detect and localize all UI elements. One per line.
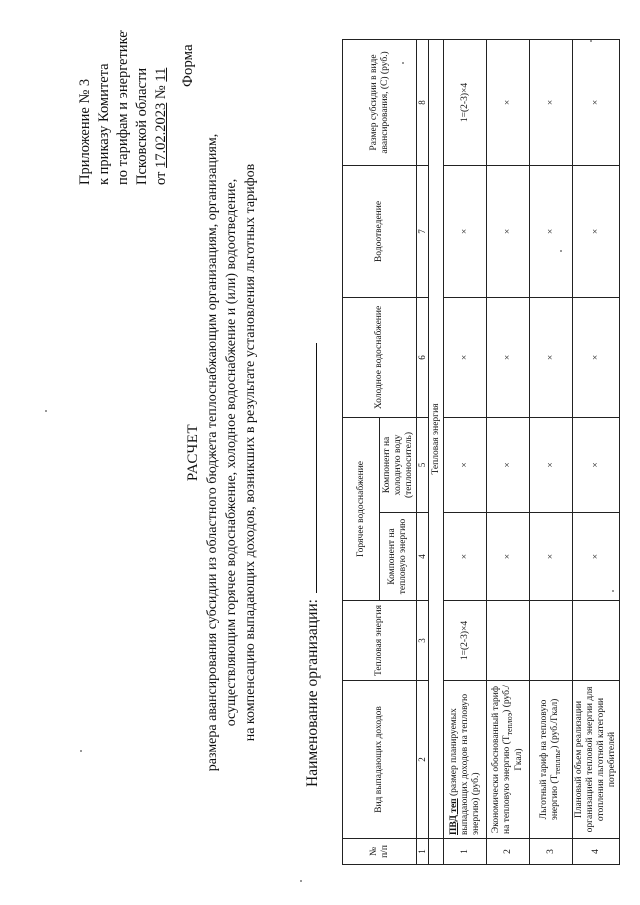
title-line: осуществляющим горячее водоснабжение, холодное водоснабжение и (или) водоотведение, — [224, 178, 239, 727]
header-hot-heat: Компонент на тепловую энергию — [380, 513, 417, 601]
title-line: на компенсацию выпадающих доходов, возникших в результате установления льготных тарифов — [243, 163, 258, 742]
form-label: Форма — [180, 44, 196, 87]
cell-cold-water: × — [573, 297, 620, 417]
table-row — [487, 39, 530, 864]
cell-sewer: × — [444, 165, 487, 297]
order-number: 11 — [153, 67, 169, 82]
row-kind: Льготный тариф на тепловую энергию $(Т_{теплльг})$ (руб./Гкал) — [530, 681, 573, 839]
table-row — [444, 39, 487, 864]
cell-subsidy: × — [573, 39, 620, 165]
column-number: 5 — [417, 417, 429, 512]
cell-heat: 1=(2-3)×4 — [444, 601, 487, 681]
column-number-row — [417, 39, 429, 864]
table-row — [530, 39, 573, 864]
cell-subsidy: × — [487, 39, 530, 165]
cell-sewer: × — [530, 165, 573, 297]
section-spacer — [429, 839, 444, 865]
row-kind: ПВД теп (размер планируемых выпадающих доходов на тепловую энергию) (руб.) — [444, 681, 487, 839]
header-cold-water: Холодное водоснабжение — [343, 297, 417, 417]
column-number: 2 — [417, 681, 429, 839]
column-number: 7 — [417, 165, 429, 297]
order-date: 17.02.2023 — [153, 102, 169, 168]
cell-heat — [530, 601, 573, 681]
organization-blank-line — [302, 343, 317, 593]
column-number: 4 — [417, 513, 429, 601]
organization-name-field — [302, 343, 322, 787]
title-line: размера авансирования субсидии из областного бюджета теплоснабжающим организациям, организациям, — [205, 133, 220, 772]
cell-hot-cold: × — [573, 417, 620, 512]
column-number: 1 — [417, 839, 429, 865]
row-kind: Плановый объем реализации организацией тепловой энергии для отопления льготной категории потребителей — [573, 681, 620, 839]
cell-hot-heat: × — [487, 513, 530, 601]
header-num: № п/п — [343, 839, 417, 865]
cell-heat — [487, 601, 530, 681]
cell-hot-heat: × — [444, 513, 487, 601]
cell-heat — [573, 601, 620, 681]
cell-sewer: × — [487, 165, 530, 297]
appendix-line: к приказу Комитета — [96, 63, 112, 185]
cell-cold-water: × — [530, 297, 573, 417]
cell-subsidy: × — [530, 39, 573, 165]
header-kind: Вид выпадающих доходов — [343, 681, 417, 839]
row-num: 4 — [573, 839, 620, 865]
row-kind-bold: ПВД теп — [448, 798, 459, 835]
table-row — [573, 39, 620, 864]
appendix-line: Псковской области — [134, 67, 150, 185]
cell-cold-water: × — [444, 297, 487, 417]
row-num: 1 — [444, 839, 487, 865]
row-num: 2 — [487, 839, 530, 865]
document-title — [184, 0, 260, 905]
column-number: 6 — [417, 297, 429, 417]
row-kind: Экономически обоснованный тариф на тепловую энергию $(Т_{теплоэ})$ (руб./Гкал) — [487, 681, 530, 839]
section-title: Тепловая энергия — [429, 39, 444, 838]
header-hot-cold: Компонент на холодную воду (теплоноситель) — [380, 417, 417, 512]
cell-subsidy: 1=(2-3)×4 — [444, 39, 487, 165]
cell-cold-water: × — [487, 297, 530, 417]
column-number: 8 — [417, 39, 429, 165]
appendix-date-line: от 17.02.2023 № 11 — [153, 67, 169, 185]
organization-label: Наименование организации: — [304, 599, 321, 787]
cell-hot-cold: × — [487, 417, 530, 512]
table-header-row — [343, 39, 380, 864]
header-heat: Тепловая энергия — [343, 601, 417, 681]
cell-hot-heat: × — [573, 513, 620, 601]
column-number: 3 — [417, 601, 429, 681]
section-row — [429, 39, 444, 864]
row-num: 3 — [530, 839, 573, 865]
cell-hot-cold: × — [530, 417, 573, 512]
header-hot-water: Горячее водоснабжение — [343, 417, 380, 600]
title-heading: РАСЧЕТ — [185, 423, 201, 482]
appendix-line: по тарифам и энергетике — [115, 31, 131, 185]
cell-sewer: × — [573, 165, 620, 297]
appendix-line: Приложение № 3 — [77, 78, 93, 185]
cell-hot-cold: × — [444, 417, 487, 512]
header-sewer: Водоотведение — [343, 165, 417, 297]
appendix-block — [76, 31, 171, 185]
cell-hot-heat: × — [530, 513, 573, 601]
header-subsidy: Размер субсидии в виде авансирования, (С) (руб.) — [343, 39, 417, 165]
subsidy-table — [342, 39, 620, 865]
